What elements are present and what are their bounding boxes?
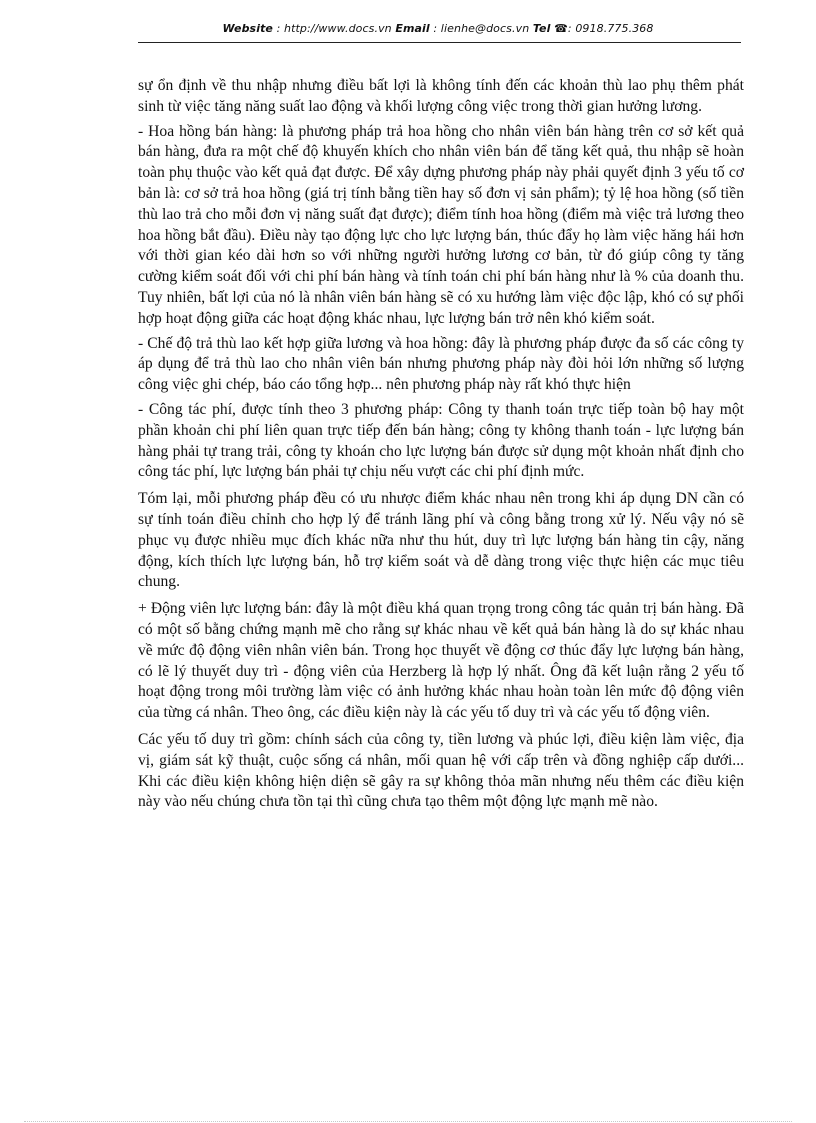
- email-label: Email: [395, 22, 430, 35]
- footer-divider: [24, 1121, 792, 1122]
- body-text: [138, 76, 744, 819]
- email-value: : lienhe@docs.vn: [429, 22, 533, 35]
- paragraph-motivation: + Động viên lực lượng bán: đây là một điều khá quan trọng trong công tác quản trị bán hàng. Đã có một số bằng chứng mạnh mẽ cho rằng sự khác nhau về kết quả bán hàng là do sự khác nhau về mức độ động viên nhân viên bán. Trong học thuyết về động cơ thúc đẩy lực lượng bán hàng, có lẽ lý thuyết duy trì - động viên của Herzberg là hợp lý nhất. Ông đã kết luận rằng 2 yếu tố hoạt động trong môi trường làm việc có ảnh hưởng khác nhau hoàn toàn lên mức độ động viên của từng cá nhân. Theo ông, các điều kiện này là các yếu tố duy trì và các yếu tố động viên.: [138, 600, 744, 722]
- website-label: Website: [222, 22, 273, 35]
- tel-value: : 0918.775.368: [567, 22, 654, 35]
- paragraph-hygiene-factors: Các yếu tố duy trì gồm: chính sách của công ty, tiền lương và phúc lợi, điều kiện làm việc, địa vị, giám sát kỹ thuật, cuộc sống cá nhân, mối quan hệ với cấp trên và đồng nghiệp cấp dưới... Khi các điều kiện không hiện diện sẽ gây ra sự không thỏa mãn nhưng nếu thêm các điều kiện này vào nếu chúng chưa tồn tại thì cũng chưa tạo thêm một động lực mạnh mẽ nào.: [138, 730, 744, 811]
- header-divider: [138, 42, 741, 43]
- paragraph-combined-pay: - Chế độ trả thù lao kết hợp giữa lương và hoa hồng: đây là phương pháp được đa số các công ty áp dụng để trả thù lao cho nhân viên bán nhưng phương pháp này đòi hỏi lớn những số lượng công việc ghi chép, báo cáo tổng hợp... nên phương pháp này rất khó thực hiện: [138, 334, 744, 394]
- paragraph-commission: - Hoa hồng bán hàng: là phương pháp trả hoa hồng cho nhân viên bán hàng trên cơ sở kết quả bán hàng, đưa ra một chế độ khuyến khích cho nhân viên bán để tăng kết quả, thu nhập sẽ hoàn toàn phụ thuộc vào kết quả đạt được. Để xây dựng phương pháp này phải quyết định 3 yếu tố cơ bản là: cơ sở trả hoa hồng (giá trị tính bằng tiền hay số đơn vị sản phẩm); tỷ lệ hoa hồng (số tiền thù lao trả cho mỗi đơn vị năng suất đạt được); điểm tính hoa hồng (điểm mà việc trả lương theo hoa hồng bắt đầu). Điều này tạo động lực cho lực lượng bán, thúc đẩy họ làm việc hăng hái hơn với thời gian kéo dài hơn so với những người hưởng lương cơ bản, từ đó giúp công ty tăng cường kiểm soát đối với chi phí bán hàng và tính toán chi phí bán hàng như là % của doanh thu. Tuy nhiên, bất lợi của nó là nhân viên bán hàng sẽ có xu hướng làm việc độc lập, khó có sự phối hợp hoạt động giữa các hoạt động khác nhau, lực lượng bán trở nên khó kiểm soát.: [138, 122, 744, 327]
- page-header: [138, 22, 738, 35]
- paragraph-travel-expenses: - Công tác phí, được tính theo 3 phương pháp: Công ty thanh toán trực tiếp toàn bộ hay một phần khoản chi phí liên quan trực tiếp đến bán hàng; công ty không thanh toán - lực lượng bán hàng phải tự trang trải, công ty khoán cho lực lượng bán được sử dụng một khoản nhất định cho công tác phí, lực lượng bán phải tự chịu nếu vượt các chi phí định mức.: [138, 400, 744, 481]
- paragraph-income-stability: sự ổn định về thu nhập nhưng điều bất lợi là không tính đến các khoản thù lao phụ thêm phát sinh từ việc tăng năng suất lao động và khối lượng công việc trong thời gian hưởng lương.: [138, 77, 744, 115]
- phone-icon: ☎: [554, 22, 568, 35]
- paragraph-summary: Tóm lại, mỗi phương pháp đều có ưu nhược điểm khác nhau nên trong khi áp dụng DN cần có sự tính toán điều chỉnh cho hợp lý để tránh lãng phí và công bằng trong xử lý. Nếu vậy nó sẽ phục vụ được nhiều mục đích khác nữa như thu hút, duy trì lực lượng bán hàng tin cậy, năng động, kích thích lực lượng bán, hỗ trợ kiểm soát và dễ dàng trong việc thực hiện các mục tiêu chung.: [138, 490, 744, 591]
- website-value: : http://www.docs.vn: [273, 22, 396, 35]
- tel-label: Tel: [532, 22, 551, 35]
